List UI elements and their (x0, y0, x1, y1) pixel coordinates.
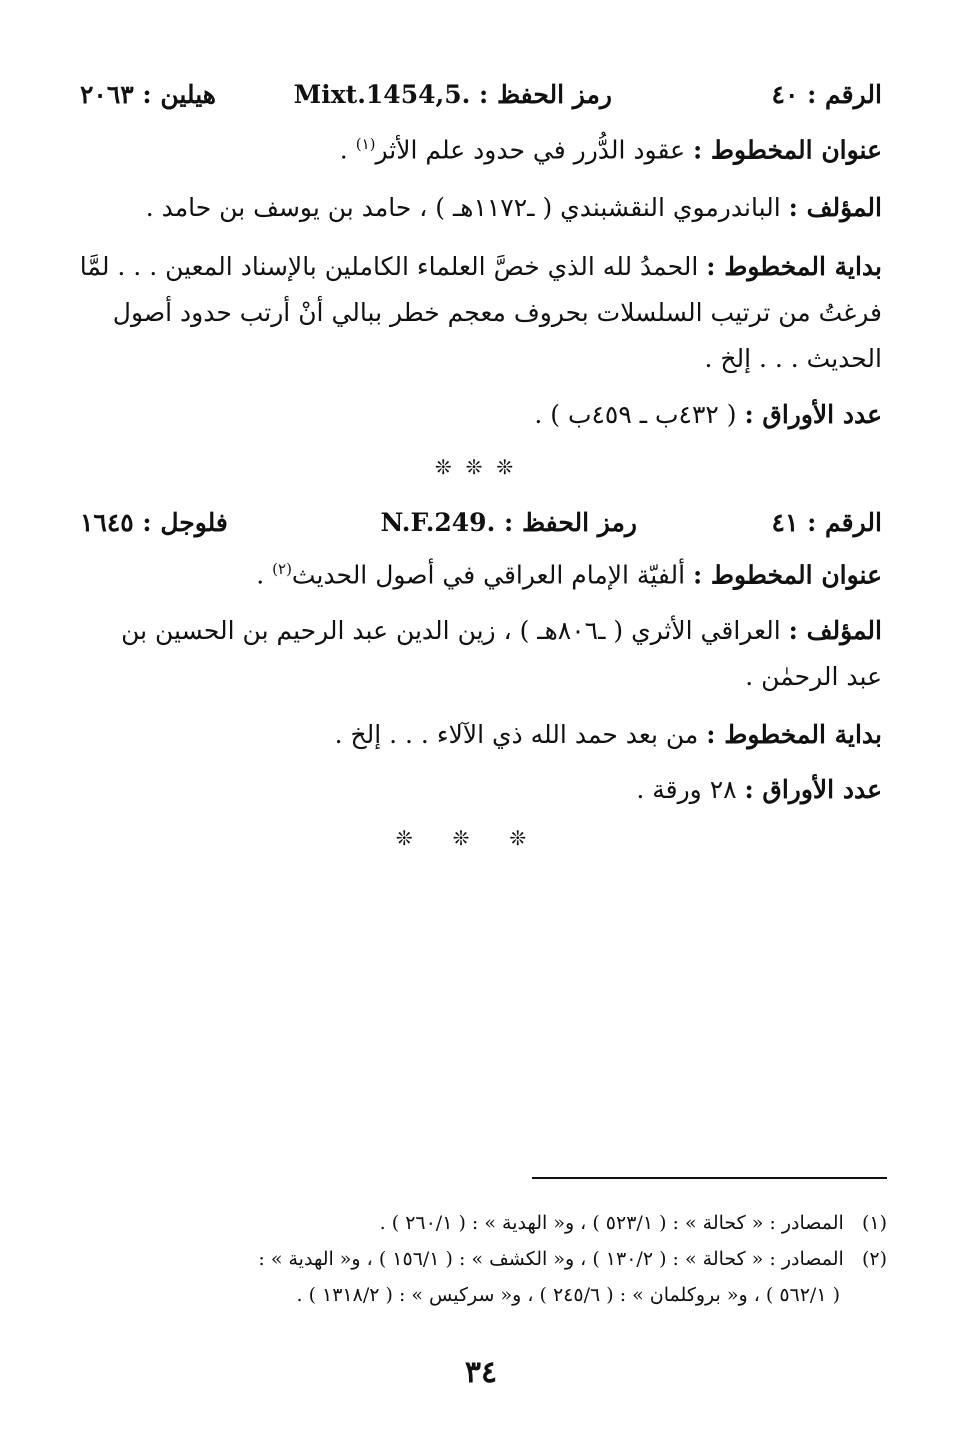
incipit-value: من بعد حمد الله ذي الآلاء . . . إلخ . (334, 720, 699, 749)
incipit-value: الحمدُ لله الذي خصَّ العلماء الكاملين بالإسناد المعين . . . لمَّا (79, 252, 699, 281)
footnote-ref: (٢) (272, 560, 292, 578)
title-value: عقود الدُّرر في حدود علم الأثر (375, 135, 686, 165)
folios-line (80, 400, 882, 430)
footnote-text: ( ٥٦٢/١ ) ، و« بروكلمان » : ( ٢٤٥/٦ ) ، و« سركيس » : ( ١٣١٨/٢ ) . (296, 1284, 840, 1306)
title-label: عنوان المخطوط : (692, 135, 882, 165)
shelfmark-value: Mixt.1454,5. (293, 80, 471, 109)
shelfmark-label: رمز الحفظ : (479, 80, 612, 109)
footnote-number: (٢) (861, 1248, 887, 1270)
title-label: عنوان المخطوط : (692, 560, 882, 590)
folios-value: ( ٤٣٢ب ـ ٤٥٩ب ) . (534, 400, 737, 429)
footnote-text: المصادر : « كحالة » : ( ١٣٠/٢ ) ، و« الكشف » : ( ١٥٦/١ ) ، و« الهدية » : (258, 1248, 844, 1270)
title-line (80, 135, 882, 165)
author-line (80, 193, 882, 223)
incipit-line (80, 720, 882, 750)
shelfmark-label: رمز الحفظ : (504, 508, 637, 537)
catalog-reference: فلوجل : ١٦٤٥ (80, 508, 228, 537)
catalog-reference: هيلين : ٢٠٦٣ (80, 80, 216, 109)
section-separator: ❊❊❊ (434, 455, 528, 479)
page-number: ٣٤ (464, 1355, 498, 1390)
folios-line (80, 775, 882, 805)
author-label: المؤلف : (788, 616, 882, 645)
author-line (80, 616, 882, 646)
section-separator: ❊❊❊ (395, 826, 567, 850)
title-value: ألفيّة الإمام العراقي في أصول الحديث (291, 560, 686, 590)
author-label: المؤلف : (788, 193, 882, 222)
footnote (258, 1248, 887, 1270)
footnote-text: المصادر : « كحالة » : ( ٥٢٣/١ ) ، و« الهدية » : ( ٢٦٠/١ ) . (379, 1212, 844, 1234)
entry-header (80, 508, 882, 542)
author-value: الباندرموي النقشبندي ( ـ١١٧٢هـ ) ، حامد بن يوسف بن حامد . (145, 193, 781, 222)
footnote-ref: (١) (355, 135, 376, 153)
shelfmark-value: N.F.249. (380, 508, 496, 537)
entry-number: الرقم : ٤٠ (771, 80, 882, 109)
author-value: العراقي الأثري ( ـ٨٠٦هـ ) ، زين الدين عبد الرحيم بن الحسين بن (121, 616, 781, 645)
footnote-number: (١) (861, 1212, 887, 1234)
incipit-line (80, 252, 882, 282)
folios-value: ٢٨ ورقة . (636, 775, 737, 804)
folios-label: عدد الأوراق : (744, 400, 882, 429)
entry-number: الرقم : ٤١ (771, 508, 882, 537)
shelfmark (381, 508, 638, 537)
title-line (80, 560, 882, 590)
footnote-divider (532, 1177, 887, 1179)
incipit-label: بداية المخطوط : (706, 720, 882, 749)
folios-label: عدد الأوراق : (744, 775, 882, 804)
incipit-line: الحديث . . . إلخ . (704, 344, 882, 373)
author-line: عبد الرحمٰن . (745, 662, 882, 691)
shelfmark (294, 80, 612, 109)
entry-header (80, 80, 882, 114)
title-end: . (339, 135, 356, 165)
footnote (380, 1212, 887, 1234)
incipit-label: بداية المخطوط : (706, 252, 882, 281)
title-end: . (256, 560, 273, 590)
incipit-line: فرغتُ من ترتيب السلسلات بحروف معجم خطر ببالي أنْ أرتب حدود أصول (112, 298, 882, 327)
